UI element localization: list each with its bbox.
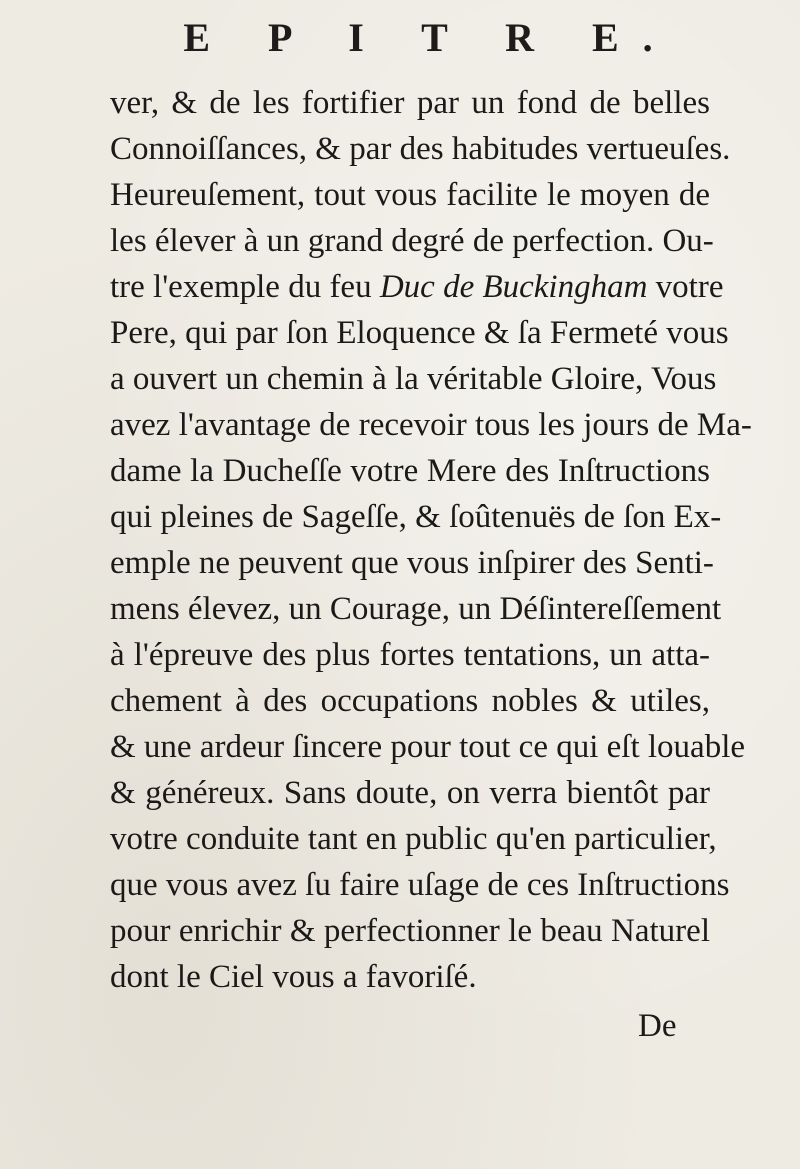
text-line: a ouvert un chemin à la véritable Gloire, Vous xyxy=(110,361,717,397)
text-line: dont le Ciel vous a favoriſé. xyxy=(110,959,477,995)
text-line: qui pleines de Sageſſe, & ſoûtenuës de ſon Ex- xyxy=(110,499,722,535)
text-line: que vous avez ſu faire uſage de ces Inſtructions xyxy=(110,867,730,903)
text-line: emple ne peuvent que vous inſpirer des Senti- xyxy=(110,545,714,581)
text-line: mens élevez, un Courage, un Déſintereſſement xyxy=(110,591,722,627)
text-line: Pere, qui par ſon Eloquence & ſa Fermeté vous xyxy=(110,315,729,351)
italic-name: Duc de Buckingham xyxy=(379,269,648,305)
text-line: Heureuſement, tout vous facilite le moyen de xyxy=(110,177,710,213)
running-head: E P I T R E. xyxy=(183,15,677,60)
text-line: Connoiſſances, & par des habitudes vertueuſes. xyxy=(110,131,731,167)
text-line: dame la Ducheſſe votre Mere des Inſtructions xyxy=(110,453,710,489)
text-line: les élever à un grand degré de perfection. Ou- xyxy=(110,223,714,259)
text-line: & généreux. Sans doute, on verra bientôt par xyxy=(110,775,710,811)
body-text xyxy=(110,80,752,1000)
text-line: à l'épreuve des plus fortes tentations, un atta- xyxy=(110,637,710,673)
text-line: ver, & de les fortifier par un fond de belles xyxy=(110,85,710,121)
text-line: chement à des occupations nobles & utiles, xyxy=(110,683,710,719)
text-line: avez l'avantage de recevoir tous les jours de Ma- xyxy=(110,407,752,443)
text-line: tre l'exemple du feu Duc de Buckingham votre xyxy=(110,269,724,305)
catchword: De xyxy=(638,1008,677,1044)
text-line: pour enrichir & perfectionner le beau Naturel xyxy=(110,913,710,949)
text-line: votre conduite tant en public qu'en particulier, xyxy=(110,821,717,857)
text-line: & une ardeur ſincere pour tout ce qui eſt louable xyxy=(110,729,746,765)
